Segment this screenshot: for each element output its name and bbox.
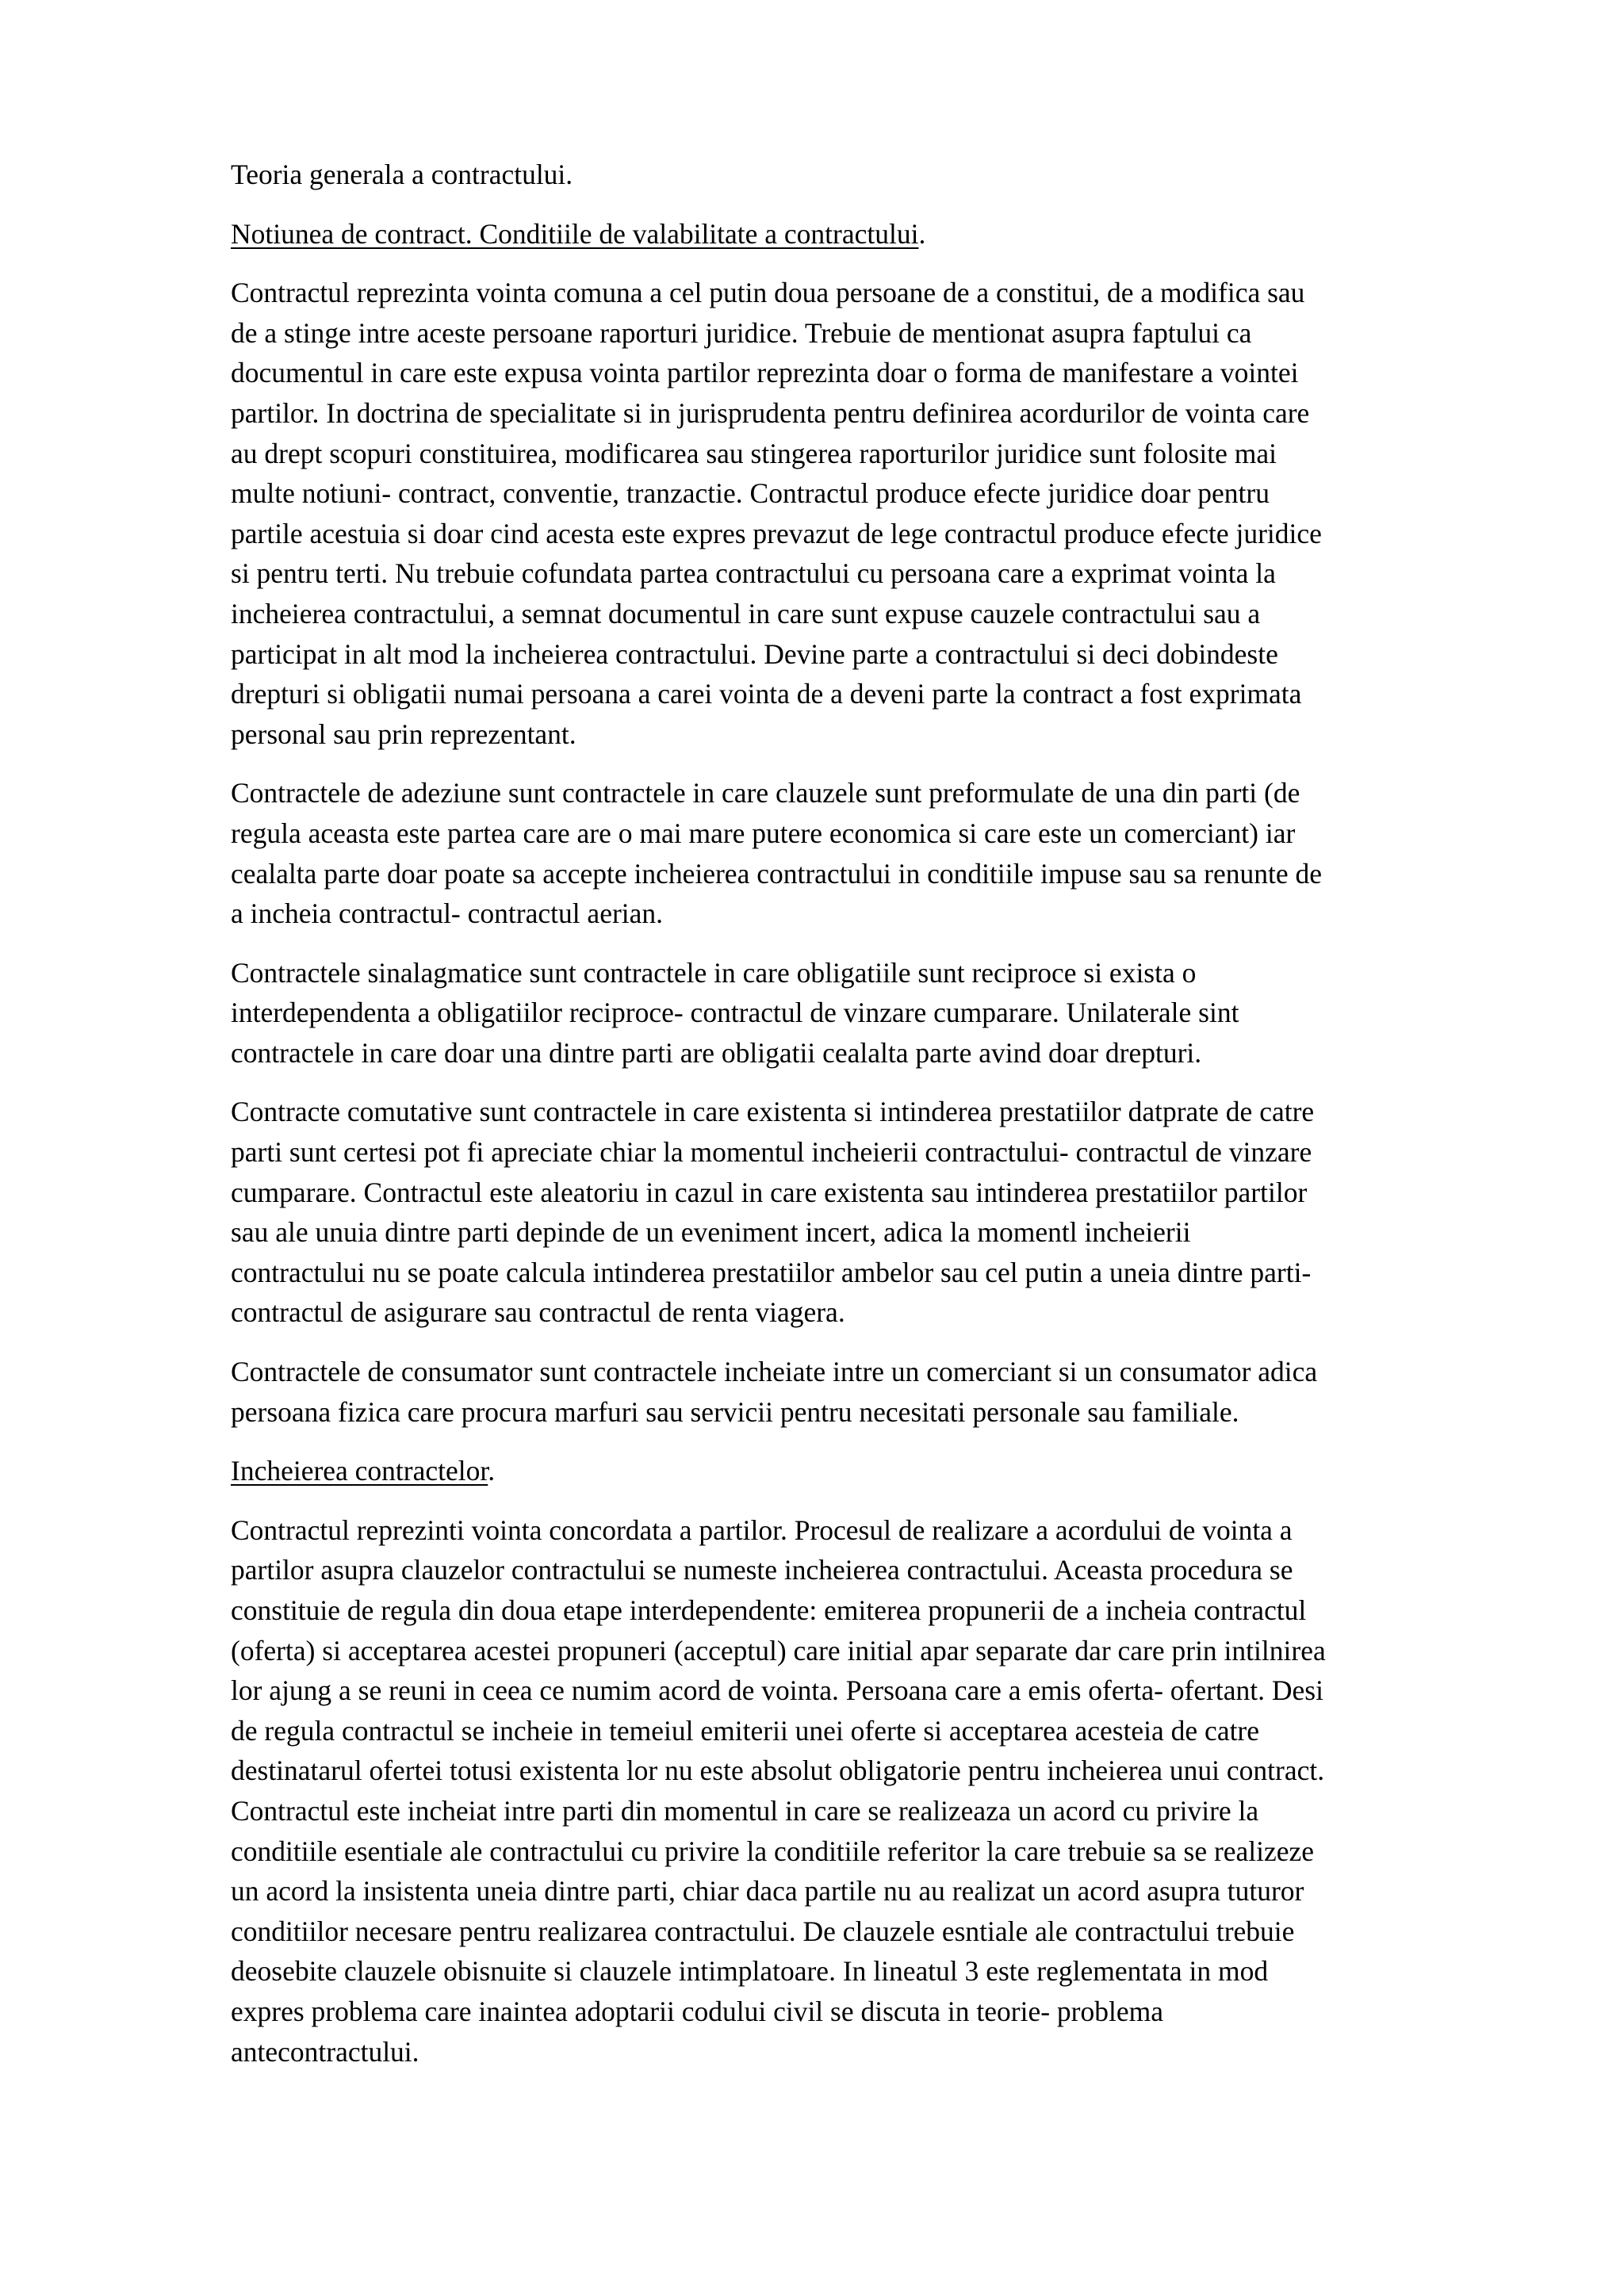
section-heading-incheierea [231,1451,1509,1491]
document-title: Teoria generala a contractului. [231,159,573,190]
text-line: Contractul reprezinti vointa concordata a partilor. Procesul de realizare a acordului de vointa a [231,1513,1293,1546]
text-line: Contractul este incheiat intre parti din momentul in care se realizeaza un acord cu privire la [231,1794,1259,1827]
paragraph-contracte-consumator [231,1352,1509,1432]
text-line: deosebite clauzele obisnuite si clauzele intimplatoare. In lineatul 3 este reglementata in mod [231,1955,1269,1988]
text-line: un acord la insistenta uneia dintre parti, chiar daca partile nu au realizat un acord asupra tuturor [231,1875,1304,1908]
text-line: au drept scopuri constituirea, modificarea sau stingerea raporturilor juridice sunt folosite mai [231,437,1277,469]
text-line: contractul de asigurare sau contractul de renta viagera. [231,1296,845,1329]
text-line: expres problema care inaintea adoptarii codului civil se discuta in teorie- problema [231,1995,1163,2027]
section-heading-notiunea-text: Notiunea de contract. Conditiile de valabilitate a contractului [231,217,919,250]
text-line: contractele in care doar una dintre parti are obligatii cealalta parte avind doar drepturi. [231,1036,1202,1069]
text-line: partile acestuia si doar cind acesta este expres prevazut de lege contractul produce efecte juridice [231,517,1322,549]
text-line: regula aceasta este partea care are o mai mare putere economica si care este un comerciant) iar [231,817,1296,849]
text-line: personal sau prin reprezentant. [231,718,576,750]
text-line: contractului nu se poate calcula intinderea prestatiilor ambelor sau cel putin a uneia dintre parti- [231,1256,1312,1288]
text-line: participat in alt mod la incheierea contractului. Devine parte a contractului si deci dobindeste [231,637,1278,670]
text-line: a incheia contractul- contractul aerian. [231,897,664,930]
paragraph-incheierea-contractelor [231,1510,1509,2072]
section-heading-notiunea-suffix: . [918,217,926,250]
text-line: Contracte comutative sunt contractele in care existenta si intinderea prestatiilor datprate de catre [231,1096,1315,1128]
text-line: partilor. In doctrina de specialitate si in jurisprudenta pentru definirea acordurilor de vointa care [231,396,1310,429]
text-line: persoana fizica care procura marfuri sau servicii pentru necesitati personale sau familiale. [231,1395,1239,1428]
text-line: conditiile esentiale ale contractului cu privire la conditiile referitor la care trebuie sa se realizeze [231,1835,1315,1867]
text-line: partilor asupra clauzelor contractului se numeste incheierea contractului. Aceasta procedura se [231,1554,1293,1586]
text-line: de a stinge intre aceste persoane raporturi juridice. Trebuie de mentionat asupra faptului ca [231,316,1252,349]
text-line: constituie de regula din doua etape interdependente: emiterea propunerii de a incheia contractul [231,1594,1307,1626]
section-heading-incheierea-suffix: . [488,1455,496,1487]
section-heading-incheierea-text: Incheierea contractelor [231,1455,488,1487]
paragraph-contracte-sinalagmatice [231,953,1509,1073]
text-line: interdependenta a obligatiilor reciproce- contractul de vinzare cumparare. Unilaterale sint [231,997,1239,1029]
section-heading-notiunea [231,214,1509,254]
text-line: multe notiuni- contract, conventie, tranzactie. Contractul produce efecte juridice doar pentru [231,477,1270,510]
text-line: parti sunt certesi pot fi apreciate chiar la momentul incheierii contractului- contractul de vinzare [231,1136,1312,1169]
text-line: sau ale unuia dintre parti depinde de un eveniment incert, adica la momentl incheierii [231,1216,1191,1249]
text-line: incheierea contractului, a semnat documentul in care sunt expuse cauzele contractului sau a [231,597,1261,629]
text-line: conditiilor necesare pentru realizarea contractului. De clauzele esntiale ale contractului trebuie [231,1915,1295,1947]
text-line: cumparare. Contractul este aleatoriu in cazul in care existenta sau intinderea prestatiilor partilor [231,1176,1308,1208]
text-line: de regula contractul se incheie in temeiul emiterii unei oferte si acceptarea acesteia de catre [231,1714,1260,1747]
text-line: destinatarul ofertei totusi existenta lor nu este absolut obligatorie pentru incheierea unui contract. [231,1755,1325,1787]
paragraph-contract-definition [231,273,1509,754]
text-line: antecontractului. [231,2035,419,2068]
text-line: (oferta) si acceptarea acestei propuneri (acceptul) care initial apar separate dar care prin intilnirea [231,1634,1326,1667]
text-line: drepturi si obligatii numai persoana a carei vointa de a deveni parte la contract a fost exprimata [231,678,1302,710]
text-line: lor ajung a se reuni in ceea ce numim acord de vointa. Persoana care a emis oferta- ofertant. Desi [231,1674,1323,1707]
document-page [231,155,1509,2091]
text-line: Contractele de consumator sunt contractele incheiate intre un comerciant si un consumator adica [231,1356,1318,1388]
text-line: si pentru terti. Nu trebuie cofundata partea contractului cu persoana care a exprimat vointa la [231,557,1276,590]
text-line: documentul in care este expusa vointa partilor reprezinta doar o forma de manifestare a vointei [231,357,1299,389]
text-line: Contractele sinalagmatice sunt contractele in care obligatiile sunt reciproce si exista o [231,956,1197,989]
text-line: cealalta parte doar poate sa accepte incheierea contractului in conditiile impuse sau sa renunte de [231,857,1322,890]
paragraph-contracte-adeziune [231,773,1509,933]
text-line: Contractele de adeziune sunt contractele in care clauzele sunt preformulate de una din parti (de [231,777,1300,809]
paragraph-contracte-comutative [231,1092,1509,1333]
text-line: Contractul reprezinta vointa comuna a cel putin doua persoane de a constitui, de a modifica sau [231,277,1305,309]
